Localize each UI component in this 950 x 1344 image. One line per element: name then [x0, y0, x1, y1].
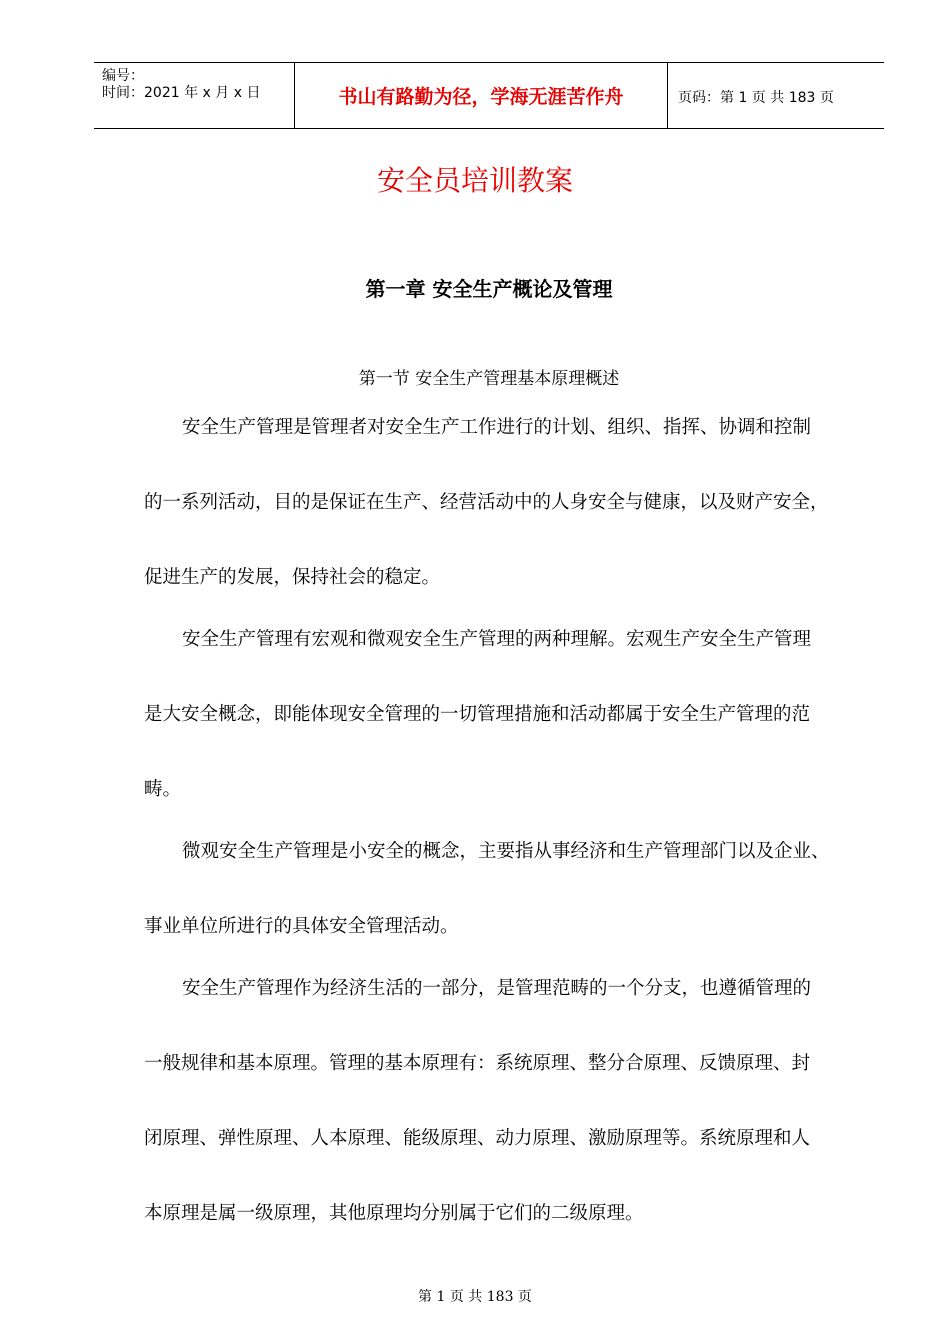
body-line: 畴。: [144, 779, 182, 800]
body-line: 安全生产管理有宏观和微观安全生产管理的两种理解。宏观生产安全生产管理: [182, 629, 812, 650]
body-line: 促进生产的发展，保持社会的稳定。: [144, 567, 441, 588]
body-line: 安全生产管理作为经济生活的一部分，是管理范畴的一个分支，也遵循管理的: [182, 978, 812, 999]
body-line: 闭原理、弹性原理、人本原理、能级原理、动力原理、激励原理等。系统原理和人: [144, 1128, 811, 1149]
body-line: 安全生产管理是管理者对安全生产工作进行的计划、组织、指挥、协调和控制: [182, 417, 812, 438]
document-header: [94, 62, 884, 129]
body-line: 本原理是属一级原理，其他原理均分别属于它们的二级原理。: [144, 1203, 644, 1224]
document-time-label: 时间：2021 年 x 月 x 日: [102, 85, 261, 101]
document-number-label: 编号：: [102, 68, 144, 84]
body-line: 是大安全概念，即能体现安全管理的一切管理措施和活动都属于安全生产管理的范: [144, 704, 811, 725]
body-line: 的一系列活动，目的是保证在生产、经营活动中的人身安全与健康，以及财产安全，: [144, 492, 829, 513]
body-line: 一般规律和基本原理。管理的基本原理有：系统原理、整分合原理、反馈原理、封: [144, 1053, 811, 1074]
body-line: 事业单位所进行的具体安全管理活动。: [144, 916, 459, 937]
header-page-cell: [668, 63, 884, 128]
header-motto: 书山有路勤为径，学海无涯苦作舟: [338, 86, 624, 108]
header-page-number: 页码：第 1 页 共 183 页: [678, 90, 834, 106]
section-heading: 第一节 安全生产管理基本原理概述: [358, 369, 620, 389]
header-meta-cell: [94, 63, 295, 128]
document-title: 安全员培训教案: [376, 164, 573, 197]
chapter-heading: 第一章 安全生产概论及管理: [365, 277, 613, 301]
page-footer: 第 1 页 共 183 页: [418, 1289, 532, 1305]
body-line: 微观安全生产管理是小安全的概念，主要指从事经济和生产管理部门以及企业、: [182, 841, 830, 862]
header-motto-cell: [295, 63, 668, 128]
